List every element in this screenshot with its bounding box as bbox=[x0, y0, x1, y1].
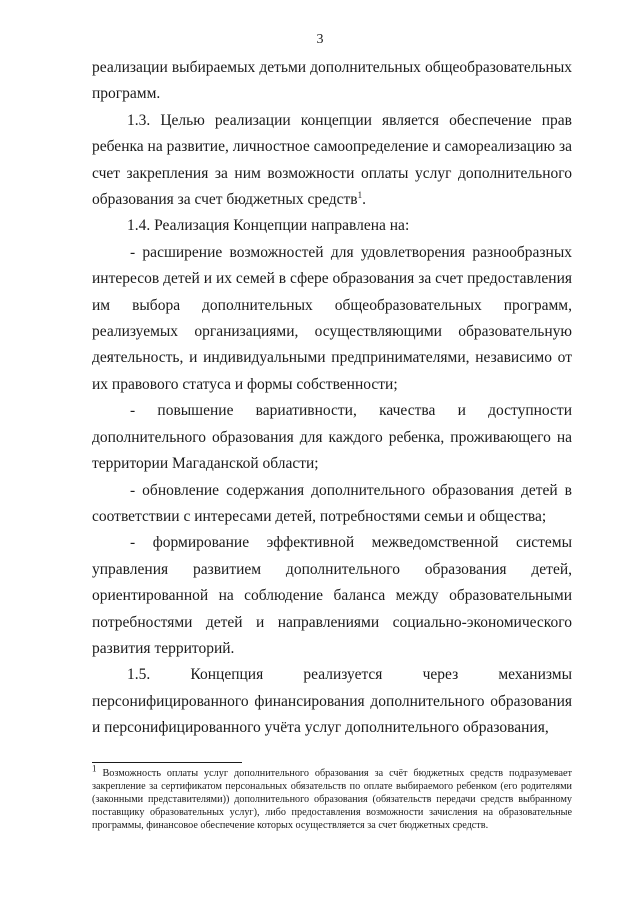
list-item-management-system: - формирование эффективной межведомственной системы управления развитием дополнительного образования детей, ориентированной на соблюдение баланса между образовательными потребностями детей и направлениями социально-экономического развития территорий. bbox=[92, 534, 572, 657]
paragraph-1-3-text: 1.3. Целью реализации концепции является обеспечение прав ребенка на развитие, личностное самоопределение и самореализацию за счет закрепления за ним возможности оплаты услуг дополнительного образования за счет бюджетных средств bbox=[92, 111, 572, 209]
paragraph-1-5: 1.5. Концепция реализуется через механизмы персонифицированного финансирования дополнительного образования и персонифицированного учёта услуг дополнительного образования, bbox=[92, 666, 572, 737]
paragraph-continuation: реализации выбираемых детьми дополнительных общеобразовательных программ. bbox=[92, 59, 572, 103]
list-item-quality: - повышение вариативности, качества и доступности дополнительного образования для каждого ребенка, проживающего на территории Магаданской области; bbox=[92, 402, 572, 473]
paragraph-1-3: 1.3. Целью реализации концепции является обеспечение прав ребенка на развитие, личностное самоопределение и самореализацию за счет закрепления за ним возможности оплаты услуг дополнительного образования за счет бюджетных средств$^1$. bbox=[92, 111, 572, 209]
paragraph-1-4: 1.4. Реализация Концепции направлена на: bbox=[127, 217, 410, 235]
list-item-content-update: - обновление содержания дополнительного образования детей в соответствии с интересами детей, потребностями семьи и общества; bbox=[92, 481, 572, 525]
footnote-paragraph bbox=[92, 763, 572, 832]
footnote bbox=[92, 763, 572, 832]
footnote-reference: 1 bbox=[357, 189, 363, 200]
footnote-text: Возможность оплаты услуг дополнительного образования за счёт бюджетных средств подразумевает закрепление за сертификатом персональных обязательств по оплате выбираемого ребенком (его родителями (законными представителями)) дополнительного образования (обязательств передачи средств выбранному поставщику образовательных услуг), либо предоставления возможности зачисления на образовательные программы, финансовое обеспечение которых осуществляется за счет бюджетных средств. bbox=[92, 768, 572, 832]
body-text bbox=[92, 55, 572, 742]
footnote-separator bbox=[92, 762, 242, 763]
list-item-expansion: - расширение возможностей для удовлетворения разнообразных интересов детей и их семей в сфере образования за счет предоставления им выбора дополнительных общеобразовательных программ, реализуемых организациями, осуществляющими образовательную деятельность, и индивидуальными предпринимателями, независимо от их правового статуса и формы собственности; bbox=[92, 243, 572, 393]
page-number: 3 bbox=[316, 32, 324, 47]
footnote-marker: 1 bbox=[92, 763, 97, 774]
